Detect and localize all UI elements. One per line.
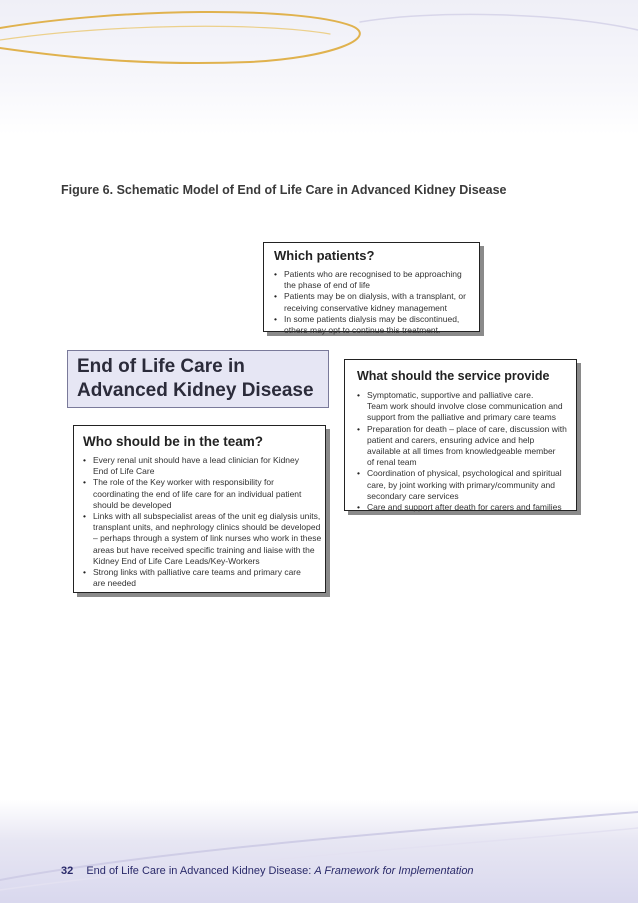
title-line-2: Advanced Kidney Disease <box>77 380 314 401</box>
list-item: • Patients who are recognised to be approaching the phase of end of life <box>274 269 479 291</box>
service-heading: What should the service provide <box>357 369 550 383</box>
list-item: • Links with all subspecialist areas of the unit eg dialysis units, transplant units, and nephrology clinics should be developed – perhaps through a system of link nurses who work in these areas but have received specific training and liaise with the Kidney End of Life Care Leads/Key-Workers <box>83 511 325 567</box>
service-list <box>357 390 576 513</box>
list-item: • Preparation for death – place of care, discussion with patient and carers, ensuring advice and help available at all times from knowledgeable member of renal team <box>357 424 576 469</box>
list-item: • The role of the Key worker with responsibility for coordinating the end of life care for an individual patient should be developed <box>83 477 325 511</box>
page-number: 32 <box>61 865 74 877</box>
list-item: • Every renal unit should have a lead clinician for Kidney End of Life Care <box>83 455 325 477</box>
list-item: • Symptomatic, supportive and palliative care. Team work should involve close communication and support from the palliative and primary care teams <box>357 390 576 424</box>
team-box <box>73 425 326 593</box>
footer-subtitle: A Framework for Implementation <box>314 865 474 877</box>
list-item: • Strong links with palliative care teams and primary care are needed <box>83 567 325 589</box>
list-item: • Patients may be on dialysis, with a transplant, or receiving conservative kidney management <box>274 291 479 313</box>
list-item: • Care and support after death for carers and families <box>357 502 576 513</box>
list-item: • In some patients dialysis may be discontinued, others may opt to continue this treatment. <box>274 314 479 336</box>
title-line-1: End of Life Care in <box>77 356 245 377</box>
team-list <box>83 455 325 589</box>
footer-title: End of Life Care in Advanced Kidney Disease: <box>86 865 312 877</box>
figure-caption: Figure 6. Schematic Model of End of Life Care in Advanced Kidney Disease <box>61 183 507 197</box>
which-patients-list <box>274 269 479 336</box>
page-footer <box>61 865 474 877</box>
service-box <box>344 359 577 511</box>
list-item: • Coordination of physical, psychological and spiritual care, by joint working with primary/community and secondary care services <box>357 468 576 502</box>
title-box <box>67 350 329 408</box>
which-patients-box <box>263 242 480 336</box>
team-heading: Who should be in the team? <box>83 434 263 449</box>
which-patients-heading: Which patients? <box>274 248 375 263</box>
